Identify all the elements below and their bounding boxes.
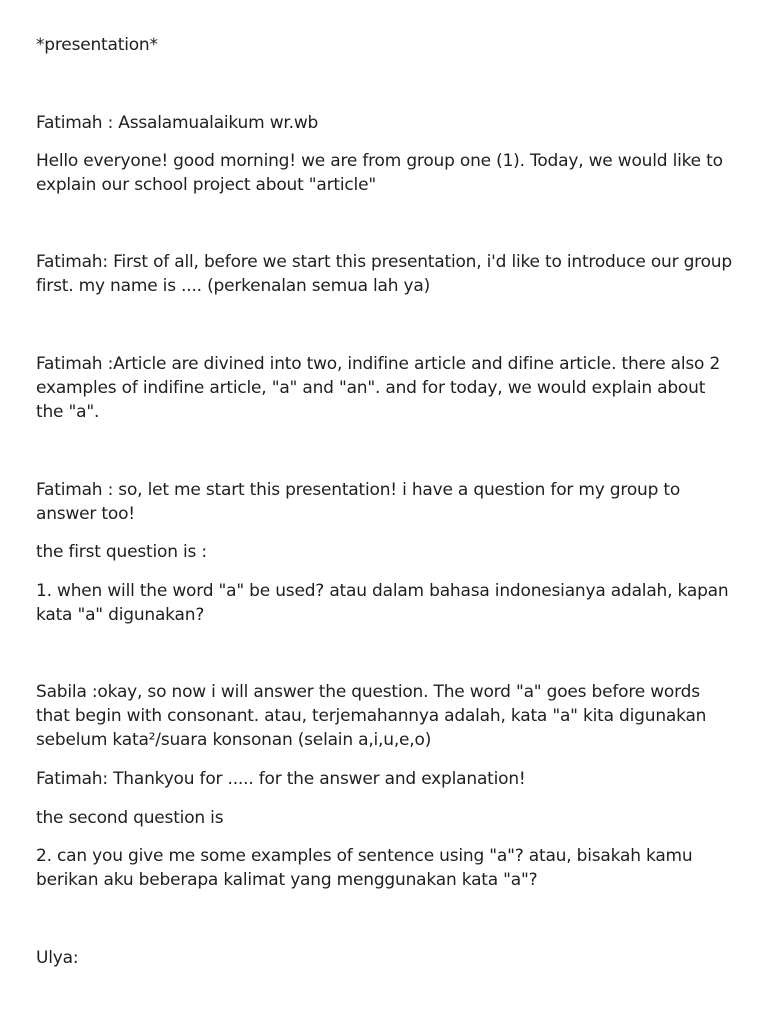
- paragraph-start: Fatimah : so, let me start this presentation! i have a question for my group to answer too!: [36, 480, 681, 524]
- paragraph-thanks: Fatimah: Thankyou for ..... for the answer and explanation!: [36, 769, 526, 789]
- paragraph-group-intro: Fatimah: First of all, before we start this presentation, i'd like to introduce our group first. my name is .... (perkenalan semua lah ya): [36, 252, 732, 296]
- paragraph-first-question: 1. when will the word "a" be used? atau dalam bahasa indonesianya adalah, kapan kata "a" digunakan?: [36, 581, 729, 625]
- paragraph-greeting: Fatimah : Assalamualaikum wr.wb: [36, 113, 319, 133]
- paragraph-first-answer: Sabila :okay, so now i will answer the question. The word "a" goes before words that begin with consonant. atau, terjemahannya adalah, kata "a" kita digunakan sebelum kata²/suara konsonan (selain a,i,u,e,o): [36, 682, 707, 750]
- paragraph-second-question-label: the second question is: [36, 808, 224, 828]
- paragraph-first-question-label: the first question is :: [36, 542, 207, 562]
- paragraph-ulya: Ulya:: [36, 948, 79, 968]
- paragraph-article-types: Fatimah :Article are divined into two, indifine article and difine article. there also 2 examples of indifine article, "a" and "an". and for today, we would explain about the "a".: [36, 354, 721, 422]
- paragraph-intro: Hello everyone! good morning! we are from group one (1). Today, we would like to explain our school project about "article": [36, 151, 723, 195]
- document-title: *presentation*: [36, 35, 158, 55]
- paragraph-second-question: 2. can you give me some examples of sentence using "a"? atau, bisakah kamu berikan aku beberapa kalimat yang menggunakan kata "a"?: [36, 846, 693, 890]
